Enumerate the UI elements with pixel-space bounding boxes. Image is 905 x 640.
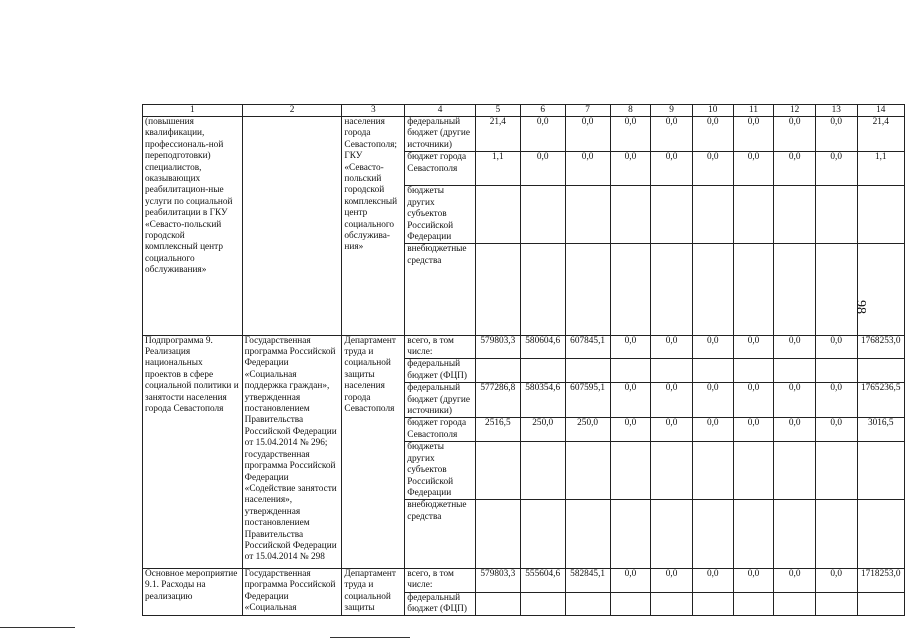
value-cell (774, 442, 816, 500)
funding-source-cell: всего, в том числе: (405, 335, 476, 359)
measure-name-cell: (повышения квалификации, профессиональ-ной переподготовки) специалистов, оказывающих реабилитацион-ные услуги по социальной реабилитации в ГКУ «Севасто-польский городской комплексный центр социального обслуживания» (143, 117, 243, 336)
column-header: 12 (774, 105, 816, 117)
value-cell (857, 442, 905, 500)
value-cell (565, 500, 610, 568)
value-cell (651, 500, 693, 568)
value-cell (651, 359, 693, 383)
value-cell: 582845,1 (565, 568, 610, 592)
column-header: 5 (475, 105, 520, 117)
value-cell: 0,0 (692, 383, 733, 418)
value-cell (520, 186, 565, 244)
column-header: 4 (405, 105, 476, 117)
value-cell: 0,0 (610, 152, 651, 186)
value-cell (733, 500, 774, 568)
program-basis-cell (242, 117, 342, 336)
value-cell (733, 359, 774, 383)
value-cell (815, 359, 857, 383)
value-cell (774, 186, 816, 244)
value-cell: 0,0 (692, 117, 733, 152)
executor-cell: Департамент труда и социальной защиты (342, 568, 405, 616)
value-cell: 0,0 (733, 335, 774, 359)
value-cell (520, 500, 565, 568)
value-cell (857, 592, 905, 616)
value-cell (475, 244, 520, 335)
measure-name-cell: Основное мероприятие 9.1. Расходы на реализацию (143, 568, 243, 616)
value-cell (610, 359, 651, 383)
value-cell (475, 186, 520, 244)
funding-source-cell: федеральный бюджет (другие источники) (405, 117, 476, 152)
column-header: 1 (143, 105, 243, 117)
value-cell: 0,0 (774, 335, 816, 359)
table-row (143, 117, 905, 152)
value-cell: 0,0 (610, 383, 651, 418)
value-cell (520, 359, 565, 383)
value-cell: 21,4 (475, 117, 520, 152)
value-cell (774, 359, 816, 383)
value-cell (692, 500, 733, 568)
value-cell: 579803,3 (475, 568, 520, 592)
value-cell (815, 592, 857, 616)
value-cell: 3016,5 (857, 418, 905, 442)
value-cell: 0,0 (774, 568, 816, 592)
column-header: 14 (857, 105, 905, 117)
funding-source-cell: внебюджетные средства (405, 244, 476, 335)
value-cell (857, 244, 905, 335)
value-cell (565, 442, 610, 500)
executor-cell: Департамент труда и социальной защиты населения города Севастополя (342, 335, 405, 568)
value-cell (733, 442, 774, 500)
value-cell (733, 186, 774, 244)
value-cell (692, 359, 733, 383)
value-cell: 21,4 (857, 117, 905, 152)
funding-source-cell: бюджеты других субъектов Российской Федерации (405, 186, 476, 244)
value-cell: 0,0 (565, 117, 610, 152)
value-cell (692, 244, 733, 335)
value-cell: 0,0 (610, 568, 651, 592)
value-cell (610, 244, 651, 335)
value-cell: 0,0 (733, 568, 774, 592)
value-cell: 0,0 (610, 418, 651, 442)
value-cell: 0,0 (774, 152, 816, 186)
value-cell: 0,0 (733, 418, 774, 442)
value-cell: 0,0 (815, 335, 857, 359)
value-cell (475, 592, 520, 616)
funding-source-cell: бюджет города Севастополя (405, 152, 476, 186)
value-cell (857, 359, 905, 383)
value-cell (565, 592, 610, 616)
value-cell: 0,0 (651, 117, 693, 152)
value-cell (733, 244, 774, 335)
value-cell (692, 592, 733, 616)
column-header: 3 (342, 105, 405, 117)
value-cell (475, 500, 520, 568)
value-cell: 0,0 (651, 383, 693, 418)
column-header: 2 (242, 105, 342, 117)
value-cell (565, 244, 610, 335)
value-cell: 0,0 (815, 418, 857, 442)
funding-source-cell: федеральный бюджет (ФЦП) (405, 359, 476, 383)
value-cell (651, 244, 693, 335)
value-cell: 0,0 (610, 117, 651, 152)
value-cell: 0,0 (692, 418, 733, 442)
value-cell (774, 244, 816, 335)
table-row (143, 568, 905, 592)
value-cell (651, 186, 693, 244)
value-cell (774, 592, 816, 616)
scan-edge-line (0, 627, 75, 628)
program-basis-cell: Государственная программа Российской Федерации «Социальная поддержка граждан», утвержденная постановлением Правительства Российской Федерации от 15.04.2014 № 296; государственная программа Российской Федерации «Содействие занятости населения», утвержденная постановлением Правительства Российской Федерации от 15.04.2014 № 298 (242, 335, 342, 568)
funding-source-cell: бюджеты других субъектов Российской Федерации (405, 442, 476, 500)
value-cell: 580354,6 (520, 383, 565, 418)
value-cell: 0,0 (815, 568, 857, 592)
measure-name-cell: Подпрограмма 9. Реализация национальных проектов в сфере социальной политики и занятости населения города Севастополя (143, 335, 243, 568)
value-cell (857, 500, 905, 568)
value-cell: 1765236,5 (857, 383, 905, 418)
value-cell: 0,0 (692, 152, 733, 186)
value-cell: 0,0 (692, 335, 733, 359)
value-cell: 0,0 (733, 383, 774, 418)
column-header: 8 (610, 105, 651, 117)
value-cell (815, 500, 857, 568)
column-header: 13 (815, 105, 857, 117)
column-header-row (143, 105, 905, 117)
value-cell: 2516,5 (475, 418, 520, 442)
value-cell: 0,0 (815, 117, 857, 152)
budget-table (142, 104, 905, 616)
value-cell: 0,0 (610, 335, 651, 359)
value-cell: 0,0 (733, 152, 774, 186)
funding-source-cell: внебюджетные средства (405, 500, 476, 568)
value-cell (610, 186, 651, 244)
value-cell: 0,0 (692, 568, 733, 592)
value-cell (520, 244, 565, 335)
column-header: 10 (692, 105, 733, 117)
value-cell: 0,0 (815, 383, 857, 418)
value-cell: 1768253,0 (857, 335, 905, 359)
value-cell (610, 442, 651, 500)
value-cell (815, 244, 857, 335)
value-cell: 0,0 (774, 117, 816, 152)
value-cell: 0,0 (651, 335, 693, 359)
value-cell: 1718253,0 (857, 568, 905, 592)
funding-source-cell: бюджет города Севастополя (405, 418, 476, 442)
value-cell (692, 442, 733, 500)
value-cell (520, 592, 565, 616)
value-cell: 0,0 (565, 152, 610, 186)
value-cell (815, 186, 857, 244)
value-cell: 1,1 (857, 152, 905, 186)
value-cell: 607845,1 (565, 335, 610, 359)
funding-source-cell: федеральный бюджет (ФЦП) (405, 592, 476, 616)
value-cell: 0,0 (651, 568, 693, 592)
executor-cell: населения города Севастополя; ГКУ «Севасто-польский городской комплексный центр социального обслужива-ния» (342, 117, 405, 336)
column-header: 11 (733, 105, 774, 117)
value-cell (475, 359, 520, 383)
value-cell: 0,0 (651, 152, 693, 186)
value-cell: 0,0 (774, 383, 816, 418)
value-cell: 0,0 (733, 117, 774, 152)
value-cell: 555604,6 (520, 568, 565, 592)
value-cell (565, 359, 610, 383)
value-cell: 577286,8 (475, 383, 520, 418)
value-cell (733, 592, 774, 616)
value-cell: 250,0 (520, 418, 565, 442)
value-cell (565, 186, 610, 244)
page-number: 98 (853, 300, 868, 314)
value-cell (692, 186, 733, 244)
column-header: 6 (520, 105, 565, 117)
value-cell (774, 500, 816, 568)
funding-source-cell: федеральный бюджет (другие источники) (405, 383, 476, 418)
value-cell: 0,0 (651, 418, 693, 442)
funding-source-cell: всего, в том числе: (405, 568, 476, 592)
value-cell: 607595,1 (565, 383, 610, 418)
value-cell: 0,0 (774, 418, 816, 442)
value-cell: 0,0 (520, 117, 565, 152)
value-cell: 250,0 (565, 418, 610, 442)
value-cell (651, 592, 693, 616)
value-cell: 580604,6 (520, 335, 565, 359)
value-cell: 1,1 (475, 152, 520, 186)
value-cell (610, 592, 651, 616)
value-cell (651, 442, 693, 500)
value-cell: 579803,3 (475, 335, 520, 359)
value-cell (520, 442, 565, 500)
value-cell (610, 500, 651, 568)
value-cell: 0,0 (520, 152, 565, 186)
value-cell (475, 442, 520, 500)
column-header: 7 (565, 105, 610, 117)
program-basis-cell: Государственная программа Российской Федерации «Социальная (242, 568, 342, 616)
scan-edge-line (330, 637, 410, 638)
value-cell (857, 186, 905, 244)
value-cell: 0,0 (815, 152, 857, 186)
table-row (143, 335, 905, 359)
value-cell (815, 442, 857, 500)
column-header: 9 (651, 105, 693, 117)
